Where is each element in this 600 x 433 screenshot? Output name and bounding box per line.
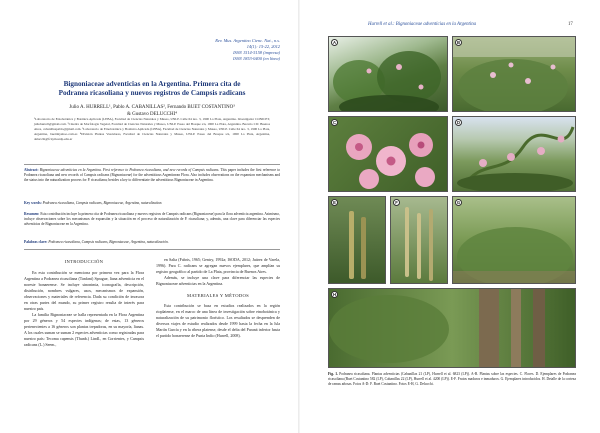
methods-heading: MATERIALES Y MÉTODOS	[187, 293, 249, 298]
flowers-graphic	[329, 117, 448, 192]
journal-citation	[160, 38, 280, 62]
abstract	[24, 168, 280, 183]
photo-panel-e	[328, 196, 386, 284]
photo-panel-b	[452, 36, 576, 112]
foliage-graphic	[329, 37, 448, 112]
bark-graphic	[329, 289, 576, 368]
journal-issn-print: ISSN 1514-5158 (impresa)	[233, 50, 280, 55]
paragraph: Esta contribución se basa en estudios realizados en la región rioplatense, en el marco de una línea de investigación sobre etnobotánica y naturalización de su patrimonio florístico. Los resultados se desprenden de diversos viajes de estudio realizados desde 1999 hasta la fecha en la Isla Martín García y en la ribera platense, desde el delta del Paraná inferior hasta el partido bonaerense de Punta Indio (Hurrell, 2008).	[156, 303, 280, 338]
journal-volume: 14(1): 15-22, 2012	[246, 44, 280, 49]
figure-caption	[328, 372, 576, 387]
photo-panel-c	[328, 116, 448, 192]
panel-label: H	[332, 292, 337, 297]
authors	[24, 104, 280, 118]
authors-line1: Julio A. HURRELL¹, Pablo A. CABANILLAS², Fernando BUET COSTANTINO³	[69, 105, 235, 110]
foliage-graphic	[453, 37, 576, 112]
panel-label: C	[332, 120, 337, 125]
keywords-text: Podranea ricasoliana, Campsis radicans, Bignoniaceae, Argentina, naturalization.	[42, 201, 163, 205]
paragraph: en Salta (Fabris, 1965; Gentry, 1992a; ISODA, 2012; Juárez de Varela, 1996). Para C. radicans se agregan nuevos ejemplares, que amplían su registro geográfico al partido de La Plata, provincia de Buenos Aires.	[156, 257, 280, 274]
resumen-text: Esta contribución incluye la primera cita de Podranea ricasoliana y nuevos registros de Campsis radicans (Bignoniaceae) para la flora adventicia argentina. Asimismo, incluye observaciones sobre los mecanismos de expansión y la situación en el proceso de naturalización de P. ricasoliana; y, además, una clave para diferenciar las especies adventicias de Bignoniaceae en la Argentina.	[24, 212, 280, 226]
photo-panel-a	[328, 36, 448, 112]
photo-panel-h	[328, 288, 576, 368]
panel-label: F	[393, 199, 400, 206]
article-title-line1: Bignoniaceae adventicias en la Argentina. Primera cita de	[63, 80, 241, 88]
paragraph: Además, se incluye una clave para diferenciar las especies de Bignoniaceae adventicias en la Argentina.	[156, 275, 280, 286]
intro-heading: INTRODUCCIÓN	[64, 259, 104, 264]
palabras-text: Podranea ricasoliana, Campsis radicans, Bignoniaceae, Argentina, naturalización.	[48, 240, 169, 244]
paragraph: La familia Bignoniaceae se halla representada en la Flora Argentina por 29 géneros y 54 especies indígenas; de estas, 13 géneros pertenecientes a 16 géneros son plantas trepadoras, en su mayoría, lianas. A los cuales suman se suman 2 especies adventicias como registradas para nuestro país: Tecoma capensis (Thunb.) Lindl., en Corrientes, y Campsis radicans (L.) Seem.,	[24, 312, 144, 347]
affiliations: ¹Laboratorio de Etnobotánica y Botánica Aplicada (LEBA), Facultad de Ciencias Naturales y Museo, UNLP. Calle 64 nro. 3, 1900 La Plata, Argentina. Investigador CONICET, juliohurrell@gmail.com. ²Cátedra de Morfología Vegetal, Facultad de Ciencias Naturales y Museo, UNLP. Paseo del Bosque s/n, 1900 La Plata, Argentina. Becario CIC Buenos Aires, cabanillaspablo@gmail.com. ³Laboratorio de Etnobotánica y Botánica Aplicada (LEBA), Facultad de Ciencias Naturales y Museo, UNLP. Calle 64 nro. 3, 1900 La Plata, Argentina, buettinyahoo.com.ar. ⁴División Plantas Vasculares, Facultad de Ciencias Naturales y Museo, UNLP. Paseo del Bosque s/n, 1900 La Plata, Argentina, delucchi@fcnym.unlp.edu.ar	[34, 117, 270, 141]
fruit-graphic	[391, 197, 448, 284]
page-number: 17	[568, 22, 573, 27]
vine-graphic	[453, 117, 576, 192]
panel-label: A	[332, 40, 337, 45]
resumen-label: Resumen:	[24, 212, 40, 216]
second-column	[156, 257, 280, 339]
authors-line2: & Gustavo DELUCCHI⁴	[126, 112, 178, 117]
article-title	[24, 80, 280, 98]
paragraph: En esta contribución se menciona por primera vez para la Flora Argentina a Podranea ricasoliana (Tanfani) Sprague, liana adventicia en el noreste bonaerense. Se incluye sinonimia, iconografía, descripción, distribución, nombres vulgares, usos, mecanismos de expansión, observaciones y materiales de referencia. Dada su condición de invasora en otras partes del mundo, su primer registro resulta de interés para nuestro país.	[24, 270, 144, 311]
article-title-line2: Podranea ricasoliana y nuevos registros de Campsis radicans	[58, 89, 246, 97]
intro-column	[24, 270, 144, 348]
abstract-title: Bignoniaceae adventicias en la Argentina. First reference to Podranea ricasoliana, and new records of Campsis radicans.	[39, 168, 220, 172]
shrub-graphic	[453, 197, 576, 284]
divider-top	[24, 164, 280, 165]
panel-label: E	[331, 199, 338, 206]
photo-panel-d	[452, 116, 576, 192]
journal-name: Rev. Mus. Argentino Cienc. Nat., n.s.	[215, 38, 280, 43]
panel-label: B	[456, 40, 461, 45]
divider-bottom	[24, 249, 280, 250]
resumen	[24, 212, 280, 227]
running-head: Hurrell et al.: Bignoniaceae adventicias en la Argentina	[368, 22, 476, 27]
palabras-label: Palabras clave:	[24, 240, 48, 244]
panel-label: D	[456, 120, 461, 125]
keywords	[24, 201, 280, 206]
keywords-label: Key words:	[24, 201, 42, 205]
journal-issn-online: ISSN 1853-0400 (en línea)	[233, 56, 280, 61]
caption-text: Podranea ricasoliana. Plantas adventicias (Cabanillas 21 (LP), Hurrell et al. 6823 (LP)). A-B. Plantas sobre las especies. C. Flores. D. Ejemplares de Podranea ricasoliana (Buet Costantino 582 (LP), Cabanillas 22 (LP), Hurrell et al. 4200 (LP)). E-F. Frutos maduros e inmaduros. G. Ejemplares introducidos. H. Detalle de la corteza de ramas añosas. Fotos A-D: F. Buet Costantino. Fotos E-H, G. Delucchi.	[328, 372, 576, 386]
abstract-text: This paper includes the first reference to Podranea ricasoliana and new records of Campsis radicans (Bignoniaceae) for the adventitious Argentinean Flora. Also includes observations on the expansion mechanisms and the status into the naturalization process for P. ricasoliana; besides a key to differentiate the adventitious Bignoniaceae in Argentina.	[24, 168, 281, 182]
photo-panel-g	[452, 196, 576, 284]
fruit-graphic	[329, 197, 386, 284]
palabras-clave	[24, 240, 280, 245]
caption-label: Fig. 1.	[328, 372, 338, 376]
photo-panel-f	[390, 196, 448, 284]
abstract-label: Abstract:	[24, 168, 39, 172]
panel-label: G	[456, 200, 461, 205]
